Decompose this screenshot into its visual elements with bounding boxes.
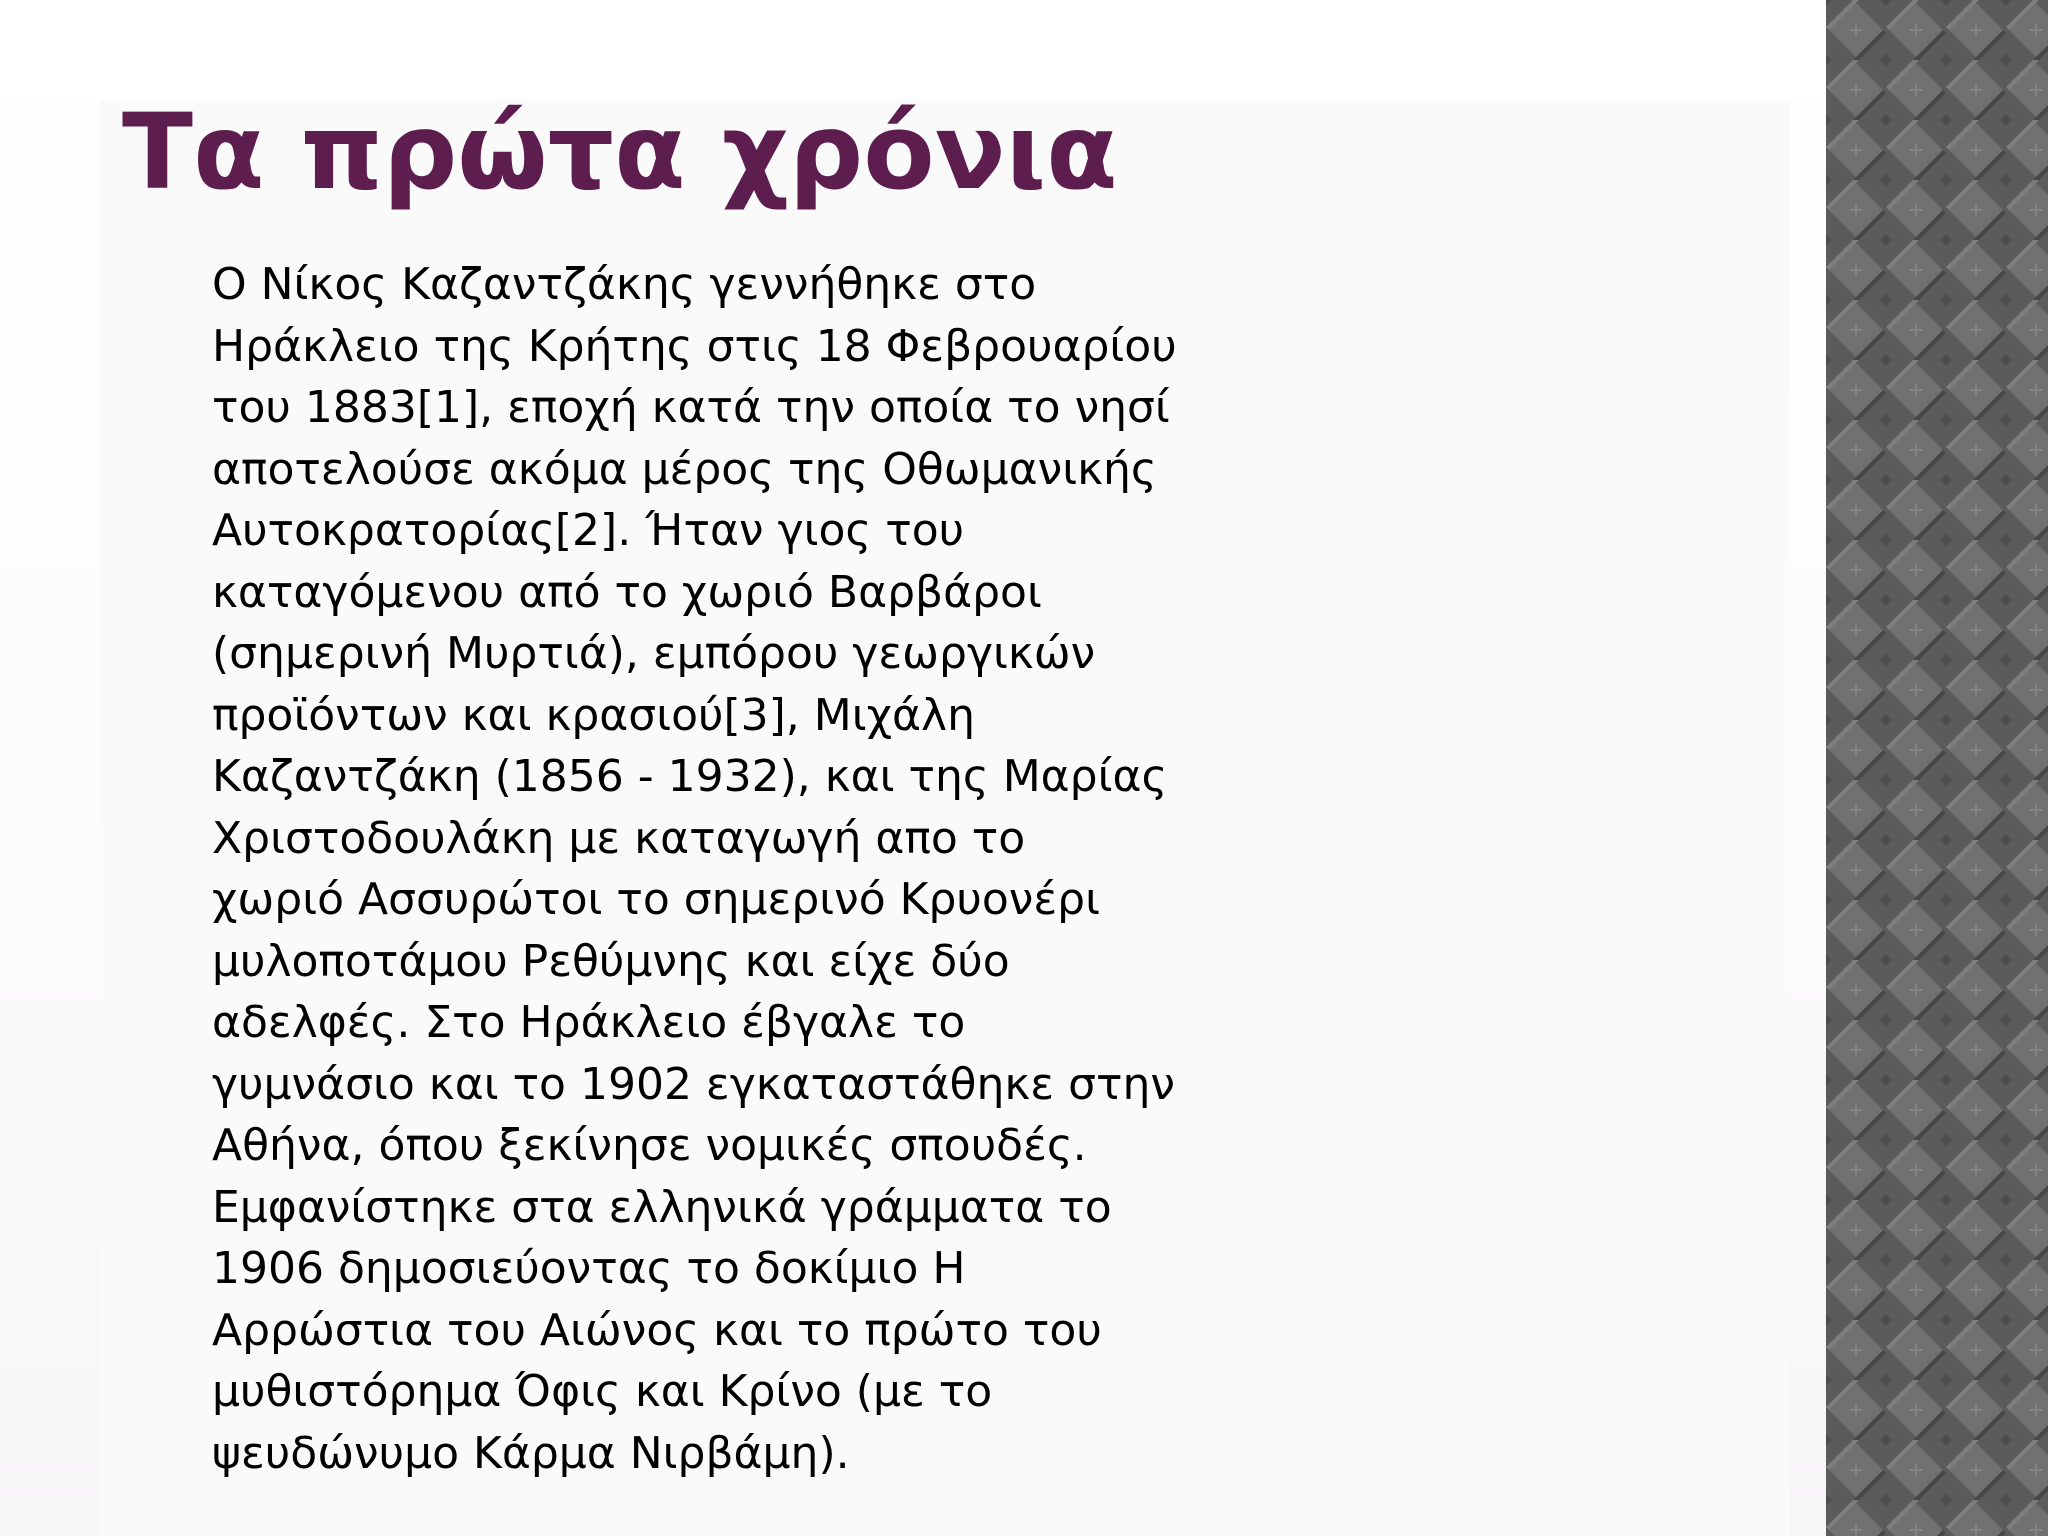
body-line: ψευδώνυμο Κάρμα Νιρβάμη). bbox=[212, 1427, 850, 1479]
body-paragraph bbox=[212, 254, 1242, 1484]
slide-title: Τα πρώτα χρόνια bbox=[122, 91, 1118, 213]
body-line: Ο Νίκος Καζαντζάκης γεννήθηκε στο bbox=[212, 259, 1037, 310]
body-line: (σημερινή Μυρτιά), εμπόρου γεωργικών bbox=[212, 628, 1096, 679]
body-line: του 1883[1], εποχή κατά την οποία το νησί bbox=[212, 382, 1170, 433]
body-line: χωριό Ασσυρώτοι το σημερινό Κρυονέρι bbox=[212, 874, 1100, 925]
body-line: Καζαντζάκη (1856 - 1932), και της Μαρίας bbox=[212, 751, 1168, 802]
body-line: μυλοποτάμου Ρεθύμνης και είχε δύο bbox=[212, 935, 1010, 987]
body-line: αποτελούσε ακόμα μέρος της Οθωμανικής bbox=[212, 443, 1157, 495]
body-line: καταγόμενου από το χωριό Βαρβάροι bbox=[212, 566, 1042, 618]
body-line: προϊόντων και κρασιού[3], Μιχάλη bbox=[212, 689, 975, 741]
decorative-pattern-strip bbox=[1826, 0, 2048, 1536]
body-line: αδελφές. Στο Ηράκλειο έβγαλε το bbox=[212, 997, 966, 1048]
body-line: 1906 δημοσιεύοντας το δοκίμιο Η bbox=[212, 1243, 966, 1294]
body-line: Αρρώστια του Αιώνος και το πρώτο του bbox=[212, 1304, 1102, 1356]
body-line: Αθήνα, όπου ξεκίνησε νομικές σπουδές. bbox=[212, 1120, 1087, 1171]
body-line: Εμφανίστηκε στα ελληνικά γράμματα το bbox=[212, 1181, 1112, 1233]
body-line: Χριστοδουλάκη με καταγωγή απο το bbox=[212, 812, 1026, 864]
body-line: Ηράκλειο της Κρήτης στις 18 Φεβρουαρίου bbox=[212, 320, 1177, 372]
body-line: Αυτοκρατορίας[2]. Ήταν γιος του bbox=[212, 505, 965, 556]
body-line: γυμνάσιο και το 1902 εγκαταστάθηκε στην bbox=[212, 1058, 1175, 1110]
body-line: μυθιστόρημα Όφις και Κρίνο (με το bbox=[212, 1366, 993, 1417]
diamond-pattern-graphic bbox=[1826, 0, 2048, 1536]
